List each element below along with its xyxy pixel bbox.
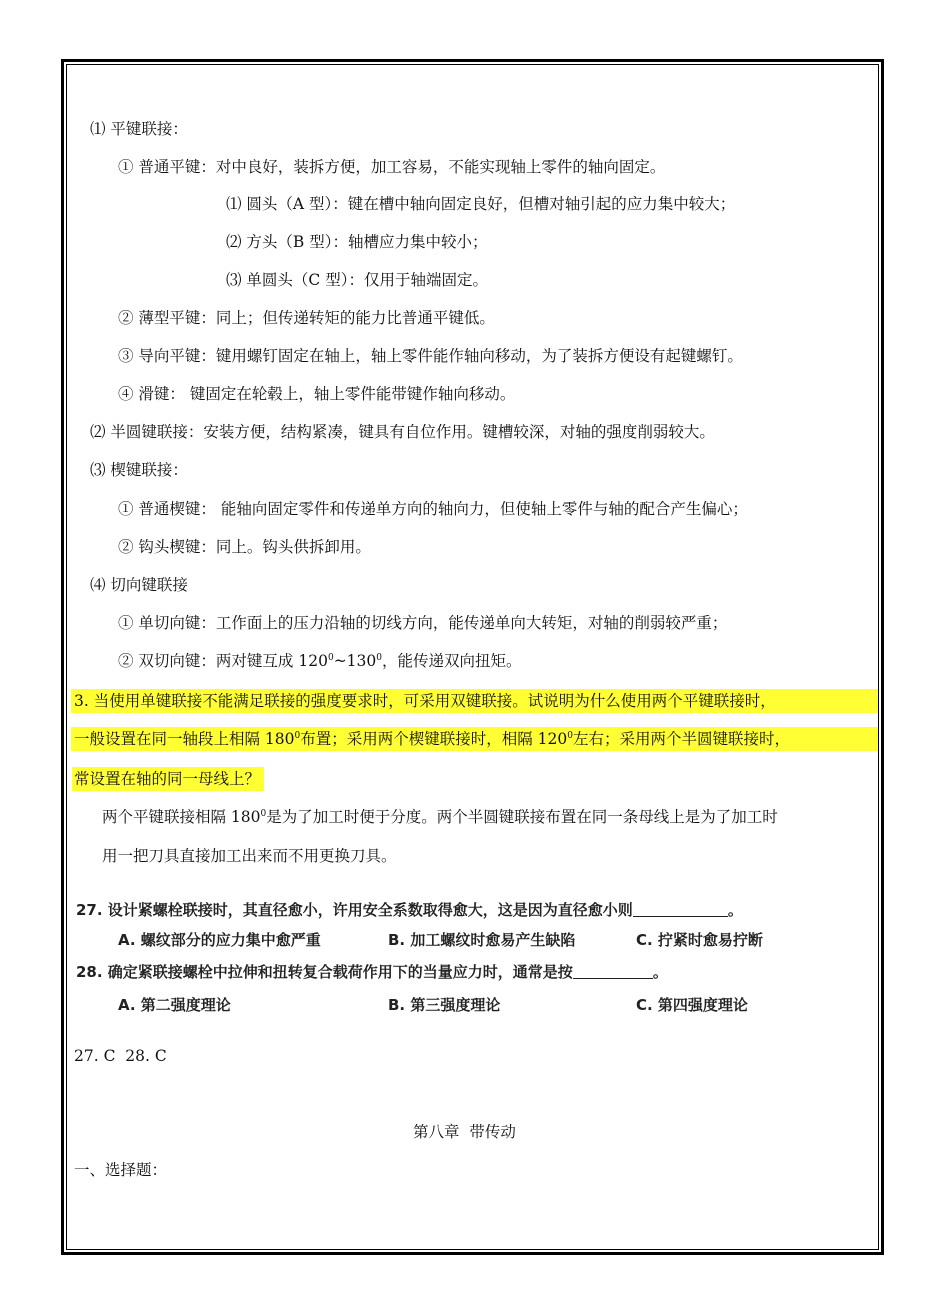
sliding-key: ④ 滑键： 键固定在轮毂上，轴上零件能带键作轴向移动。	[118, 385, 516, 403]
q27-option-c: C. 拧紧时愈易拧断	[636, 931, 763, 949]
double-tangential-key: ② 双切向键：两对键互成 $120^0\sim 130^0$，能传递双向扭矩。	[118, 652, 522, 670]
guide-flat-key: ③ 导向平键：键用螺钉固定在轴上，轴上零件能作轴向移动，为了装拆方便设有起键螺钉。	[118, 347, 743, 365]
round-head-type-a: ⑴ 圆头（A 型）：键在槽中轴向固定良好，但槽对轴引起的应力集中较大；	[226, 195, 736, 213]
tangential-key-heading: ⑷ 切向键联接	[90, 576, 188, 594]
question-3-line-1: 3. 当使用单键联接不能满足联接的强度要求时，可采用双键联接。试说明为什么使用两个平键联接时，	[74, 692, 776, 710]
woodruff-key: ⑵ 半圆键联接：安装方便，结构紧凑，键具有自位作用。键槽较深，对轴的强度削弱较大。	[90, 423, 715, 441]
question-3-line-3: 常设置在轴的同一母线上？	[72, 767, 264, 791]
hook-wedge-key: ② 钩头楔键：同上。钩头供拆卸用。	[118, 538, 371, 556]
answer-3-line-1: 两个平键联接相隔 $180^0$是为了加工时便于分度。两个半圆键联接布置在同一条母线上是为了加工时	[102, 808, 778, 826]
single-tangential-key: ① 单切向键：工作面上的压力沿轴的切线方向，能传递单向大转矩，对轴的削弱较严重；	[118, 614, 728, 632]
normal-flat-key: ① 普通平键：对中良好，装拆方便，加工容易，不能实现轴上零件的轴向固定。	[118, 158, 666, 176]
single-round-type-c: ⑶ 单圆头（C 型）：仅用于轴端固定。	[226, 271, 488, 289]
square-head-type-b: ⑵ 方头（B 型）：轴槽应力集中较小；	[226, 233, 488, 251]
section-heading: 一、选择题：	[74, 1161, 168, 1179]
q28-option-b: B. 第三强度理论	[388, 996, 501, 1014]
answer-3-line-2: 用一把刀具直接加工出来而不用更换刀具。	[102, 847, 397, 865]
q27-stem: 27. 设计紧螺栓联接时，其直径愈小，许用安全系数取得愈大，这是因为直径愈小则 。	[76, 901, 743, 919]
q28-option-a: A. 第二强度理论	[118, 996, 231, 1014]
wedge-key-heading: ⑶ 楔键联接：	[90, 461, 188, 479]
normal-wedge-key: ① 普通楔键： 能轴向固定零件和传递单方向的轴向力，但使轴上零件与轴的配合产生偏心；	[118, 500, 748, 518]
question-3-line-2: 一般设置在同一轴段上相隔 $180^0$布置；采用两个楔键联接时，相隔 $120^0$左右；采用两个半圆键联接时，	[74, 730, 791, 748]
q28-option-c: C. 第四强度理论	[636, 996, 748, 1014]
chapter-title: 第八章 带传动	[413, 1123, 516, 1141]
q27-option-b: B. 加工螺纹时愈易产生缺陷	[388, 931, 576, 949]
mcq-answers: 27. C 28. C	[74, 1047, 167, 1065]
q27-option-a: A. 螺纹部分的应力集中愈严重	[118, 931, 321, 949]
thin-flat-key: ② 薄型平键：同上；但传递转矩的能力比普通平键低。	[118, 309, 495, 327]
q28-stem: 28. 确定紧联接螺栓中拉伸和扭转复合载荷作用下的当量应力时，通常是按 。	[76, 963, 668, 981]
flat-key-heading: ⑴ 平键联接：	[90, 120, 188, 138]
